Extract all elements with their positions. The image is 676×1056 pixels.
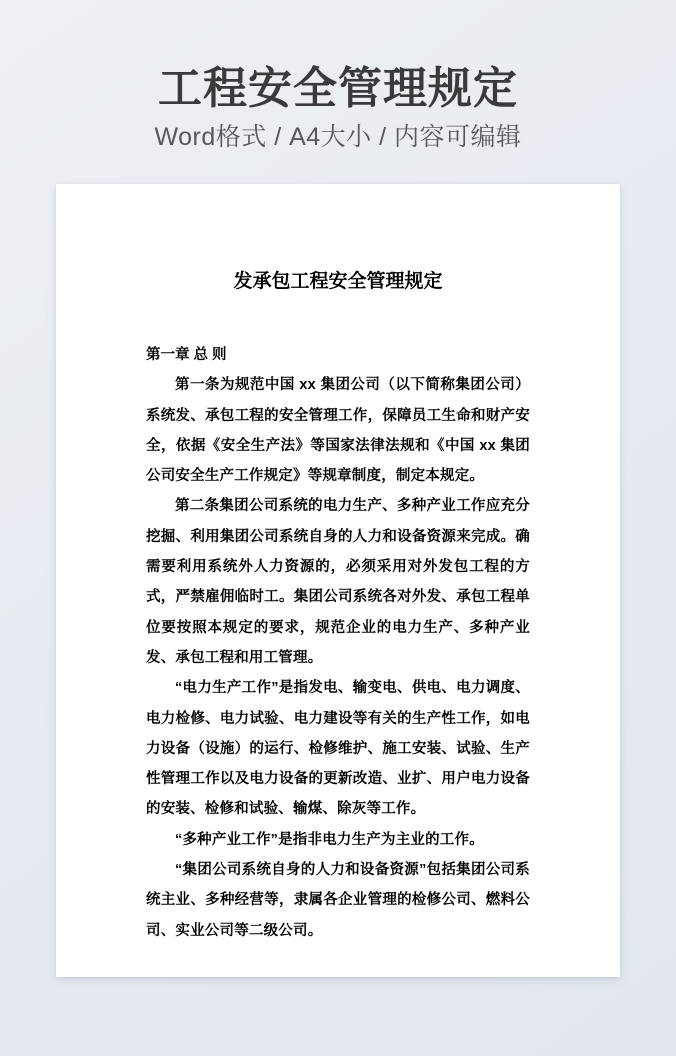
- document-title: 发承包工程安全管理规定: [233, 271, 443, 292]
- document-paragraph: “多种产业工作”是指非电力生产为主业的工作。: [175, 831, 484, 848]
- chapter-heading: 第一章 总 则: [146, 347, 227, 363]
- poster-title: 工程安全管理规定: [158, 64, 518, 113]
- poster-subtitle: Word格式 / A4大小 / 内容可编辑: [154, 123, 522, 151]
- document-paragraph: 第二条集团公司系统的电力生产、多种产业工作应充分挖掘、利用集团公司系统自身的人力和设备资源来完成。确需要利用系统外人力资源的，必须采用对外发包工程的方式，严禁雇佣临时工。集团公司系统各对外发、承包工程单位要按照本规定的要求，规范企业的电力生产、多种产业发、承包工程和用工管理。: [146, 498, 530, 666]
- document-paragraph: “集团公司系统自身的人力和设备资源”包括集团公司系统主业、多种经营等，隶属各企业管理的检修公司、燃料公司、实业公司等二级公司。: [146, 862, 530, 939]
- document-page: [56, 184, 620, 977]
- document-paragraph: 第一条为规范中国 xx 集团公司（以下简称集团公司）系统发、承包工程的安全管理工作，保障员工生命和财产安全，依据《安全生产法》等国家法律法规和《中国 xx 集团公司安全生产工作规定》等规章制度，制定本规定。: [146, 377, 530, 485]
- document-paragraph: “电力生产工作”是指发电、输变电、供电、电力调度、电力检修、电力试验、电力建设等有关的生产性工作，如电力设备（设施）的运行、检修维护、施工安装、试验、生产性管理工作以及电力设备的更新改造、业扩、用户电力设备的安装、检修和试验、输煤、除灰等工作。: [146, 680, 530, 818]
